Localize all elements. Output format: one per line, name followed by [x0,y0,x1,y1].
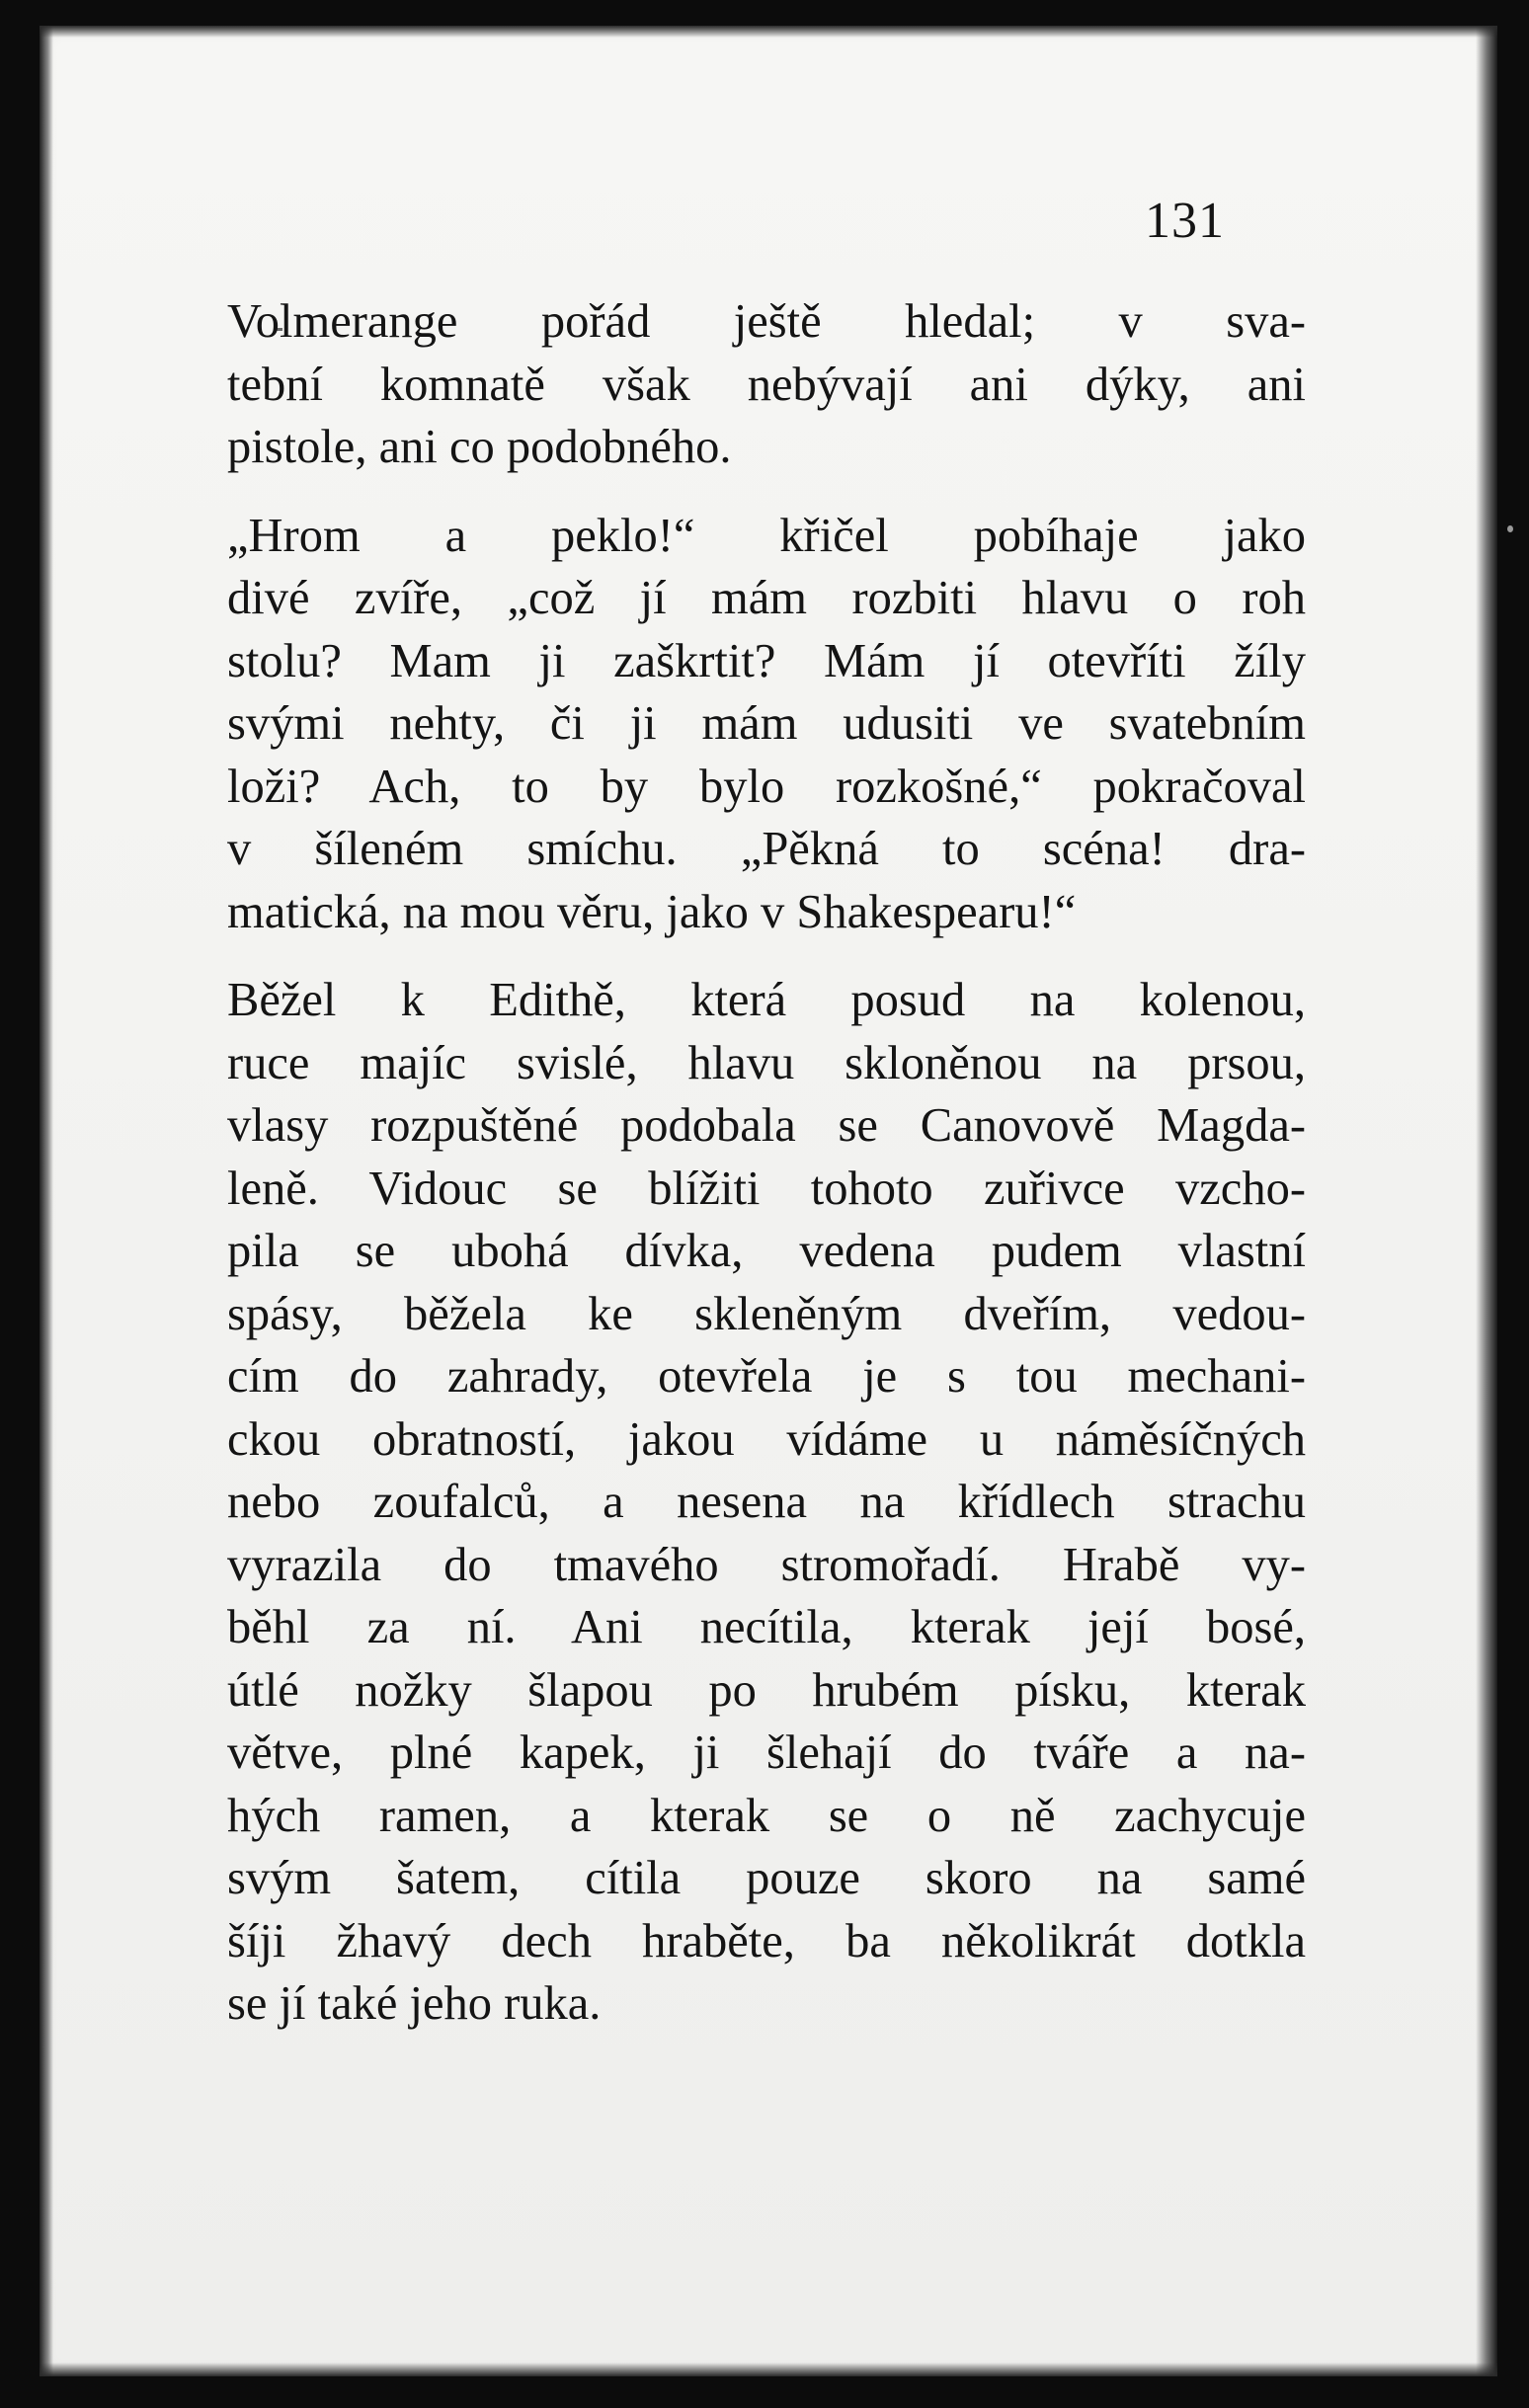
text-line: spásy, běžela ke skleněným dveřím, vedou- [227,1287,1306,1340]
paragraph [227,969,1306,2036]
scan-artifact [8,2237,18,2253]
body-text [227,290,1306,2036]
text-line: vlasy rozpuštěné podobala se Canovově Magda- [227,1099,1306,1152]
text-line: ruce majíc svislé, hlavu skloněnou na prsou, [227,1036,1306,1089]
page-number: 131 [1145,193,1225,249]
text-line: svým šatem, cítila pouze skoro na samé [227,1852,1306,1904]
text-line: v šíleném smíchu. „Pěkná to scéna! dra- [227,823,1306,875]
text-line: útlé nožky šlapou po hrubém písku, kterak [227,1663,1306,1717]
text-line: cím do zahrady, otevřela je s tou mechani- [227,1350,1306,1403]
page-shadow-right [1476,26,1497,2376]
text-line: vyrazila do tmavého stromořadí. Hrabě vy- [227,1538,1306,1591]
page-shadow-bottom [40,2363,1497,2376]
text-line: nebo zoufalců, a nesena na křídlech strachu [227,1476,1306,1528]
text-line: stolu? Mam ji zaškrtit? Mám jí otevříti žíly [227,634,1306,687]
text-line: hých ramen, a kterak se o ně zachycuje [227,1789,1306,1842]
text-line: „Hrom a peklo!“ křičel pobíhaje jako [227,509,1306,562]
text-line: Volmerange pořád ještě hledal; v sva- [227,295,1306,348]
text-line: větve, plné kapek, ji šlehají do tváře a na- [227,1726,1306,1779]
text-line: loži? Ach, to by bylo rozkošné,“ pokračoval [227,760,1306,813]
text-line: tební komnatě však nebývají ani dýky, ani [227,358,1306,411]
page-shadow-top [40,26,1497,38]
paragraph [227,290,1306,479]
text-line: pila se ubohá dívka, vedena pudem vlastní [227,1225,1306,1277]
text-line: Běžel k Edithě, která posud na kolenou, [227,974,1306,1026]
text-line: se jí také jeho ruka. [227,1977,602,2030]
book-page [40,26,1497,2376]
scan-artifact [4,2010,10,2079]
text-line: leně. Vidouc se blížiti tohoto zuřivce vzcho- [227,1162,1306,1215]
text-line: šíji žhavý dech hraběte, ba několikrát dotkla [227,1914,1306,1967]
paragraph [227,505,1306,944]
text-line: pistole, ani co podobného. [227,421,732,473]
page-shadow-left [40,26,53,2376]
dust-speck [1507,525,1513,532]
text-line: divé zvíře, „což jí mám rozbiti hlavu o roh [227,572,1306,624]
text-line: matická, na mou věru, jako v Shakespearu!“ [227,885,1077,938]
text-line: běhl za ní. Ani necítila, kterak její bosé, [227,1601,1306,1653]
text-line: ckou obratností, jakou vídáme u náměsíčných [227,1412,1306,1466]
text-line: svými nehty, či ji mám udusiti ve svatebním [227,697,1306,750]
